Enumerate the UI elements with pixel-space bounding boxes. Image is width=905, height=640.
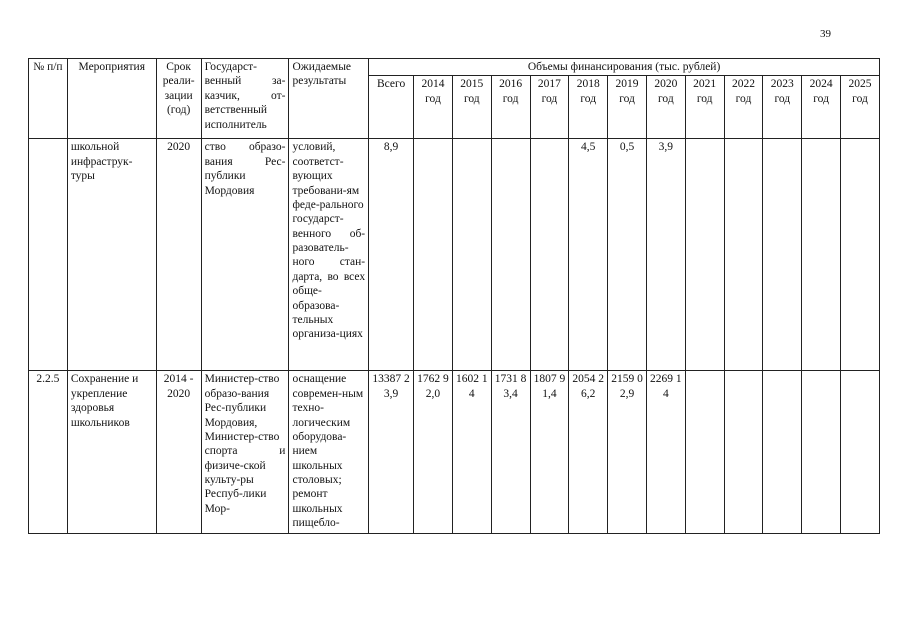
cell-year-value: 1762 92,0	[414, 371, 453, 534]
header-total: Всего	[369, 76, 414, 139]
page-number: 39	[820, 28, 831, 40]
header-results: Ожидаемые результаты	[289, 59, 369, 139]
header-year: 2015 год	[452, 76, 491, 139]
cell-year-value	[685, 139, 724, 371]
cell-year-value: 3,9	[646, 139, 685, 371]
header-term: Срок реали-зации (год)	[156, 59, 201, 139]
table-row	[29, 139, 880, 371]
table-row	[29, 371, 880, 534]
header-year: 2020 год	[646, 76, 685, 139]
cell-year-value	[841, 139, 880, 371]
cell-total: 13387 23,9	[369, 371, 414, 534]
header-year: 2018 год	[569, 76, 608, 139]
header-year: 2025 год	[841, 76, 880, 139]
header-executor: Государст-венный за-казчик, от-ветственный исполнитель	[201, 59, 289, 139]
cell-year-value: 2159 02,9	[608, 371, 647, 534]
cell-year-value	[491, 139, 530, 371]
cell-year-value	[763, 371, 802, 534]
cell-year-value	[414, 139, 453, 371]
cell-year-value	[530, 139, 569, 371]
cell-num	[29, 139, 68, 371]
header-event: Мероприятия	[67, 59, 156, 139]
cell-num: 2.2.5	[29, 371, 68, 534]
cell-year-value: 1602 14	[452, 371, 491, 534]
cell-event: школьной инфраструк-туры	[67, 139, 156, 371]
header-num: № п/п	[29, 59, 68, 139]
cell-year-value	[724, 139, 763, 371]
cell-year-value	[841, 371, 880, 534]
cell-year-value: 1731 83,4	[491, 371, 530, 534]
cell-total: 8,9	[369, 139, 414, 371]
cell-year-value	[802, 371, 841, 534]
cell-results: оснащение современ-ным техно-логическим оборудова-нием школьных столовых; ремонт школьных пищебло-	[289, 371, 369, 534]
cell-event: Сохранение и укрепление здоровья школьников	[67, 371, 156, 534]
cell-year-value	[724, 371, 763, 534]
header-year: 2016 год	[491, 76, 530, 139]
cell-executor: ство образо-вания Рес-публики Мордовия	[201, 139, 289, 371]
cell-term: 2014 - 2020	[156, 371, 201, 534]
cell-year-value	[763, 139, 802, 371]
cell-year-value	[802, 139, 841, 371]
cell-year-value: 0,5	[608, 139, 647, 371]
cell-results: условий, соответст-вующих требовани-ям феде-рального государст-венного об-разователь-ного стан-дарта, во всех обще-образова-тельных организа-циях	[289, 139, 369, 371]
cell-executor: Министер-ство образо-вания Рес-публики Мордовия, Министер-ство спорта и физиче-ской культу-ры Респуб-лики Мор-	[201, 371, 289, 534]
header-year: 2023 год	[763, 76, 802, 139]
cell-year-value	[452, 139, 491, 371]
cell-year-value: 2054 26,2	[569, 371, 608, 534]
financing-table	[28, 58, 880, 534]
cell-year-value: 2269 14	[646, 371, 685, 534]
cell-year-value: 1807 91,4	[530, 371, 569, 534]
header-year: 2022 год	[724, 76, 763, 139]
header-year: 2014 год	[414, 76, 453, 139]
header-year: 2019 год	[608, 76, 647, 139]
header-year: 2024 год	[802, 76, 841, 139]
cell-term: 2020	[156, 139, 201, 371]
header-funding-group: Объемы финансирования (тыс. рублей)	[369, 59, 880, 76]
cell-year-value: 4,5	[569, 139, 608, 371]
cell-year-value	[685, 371, 724, 534]
header-year: 2021 год	[685, 76, 724, 139]
header-year: 2017 год	[530, 76, 569, 139]
